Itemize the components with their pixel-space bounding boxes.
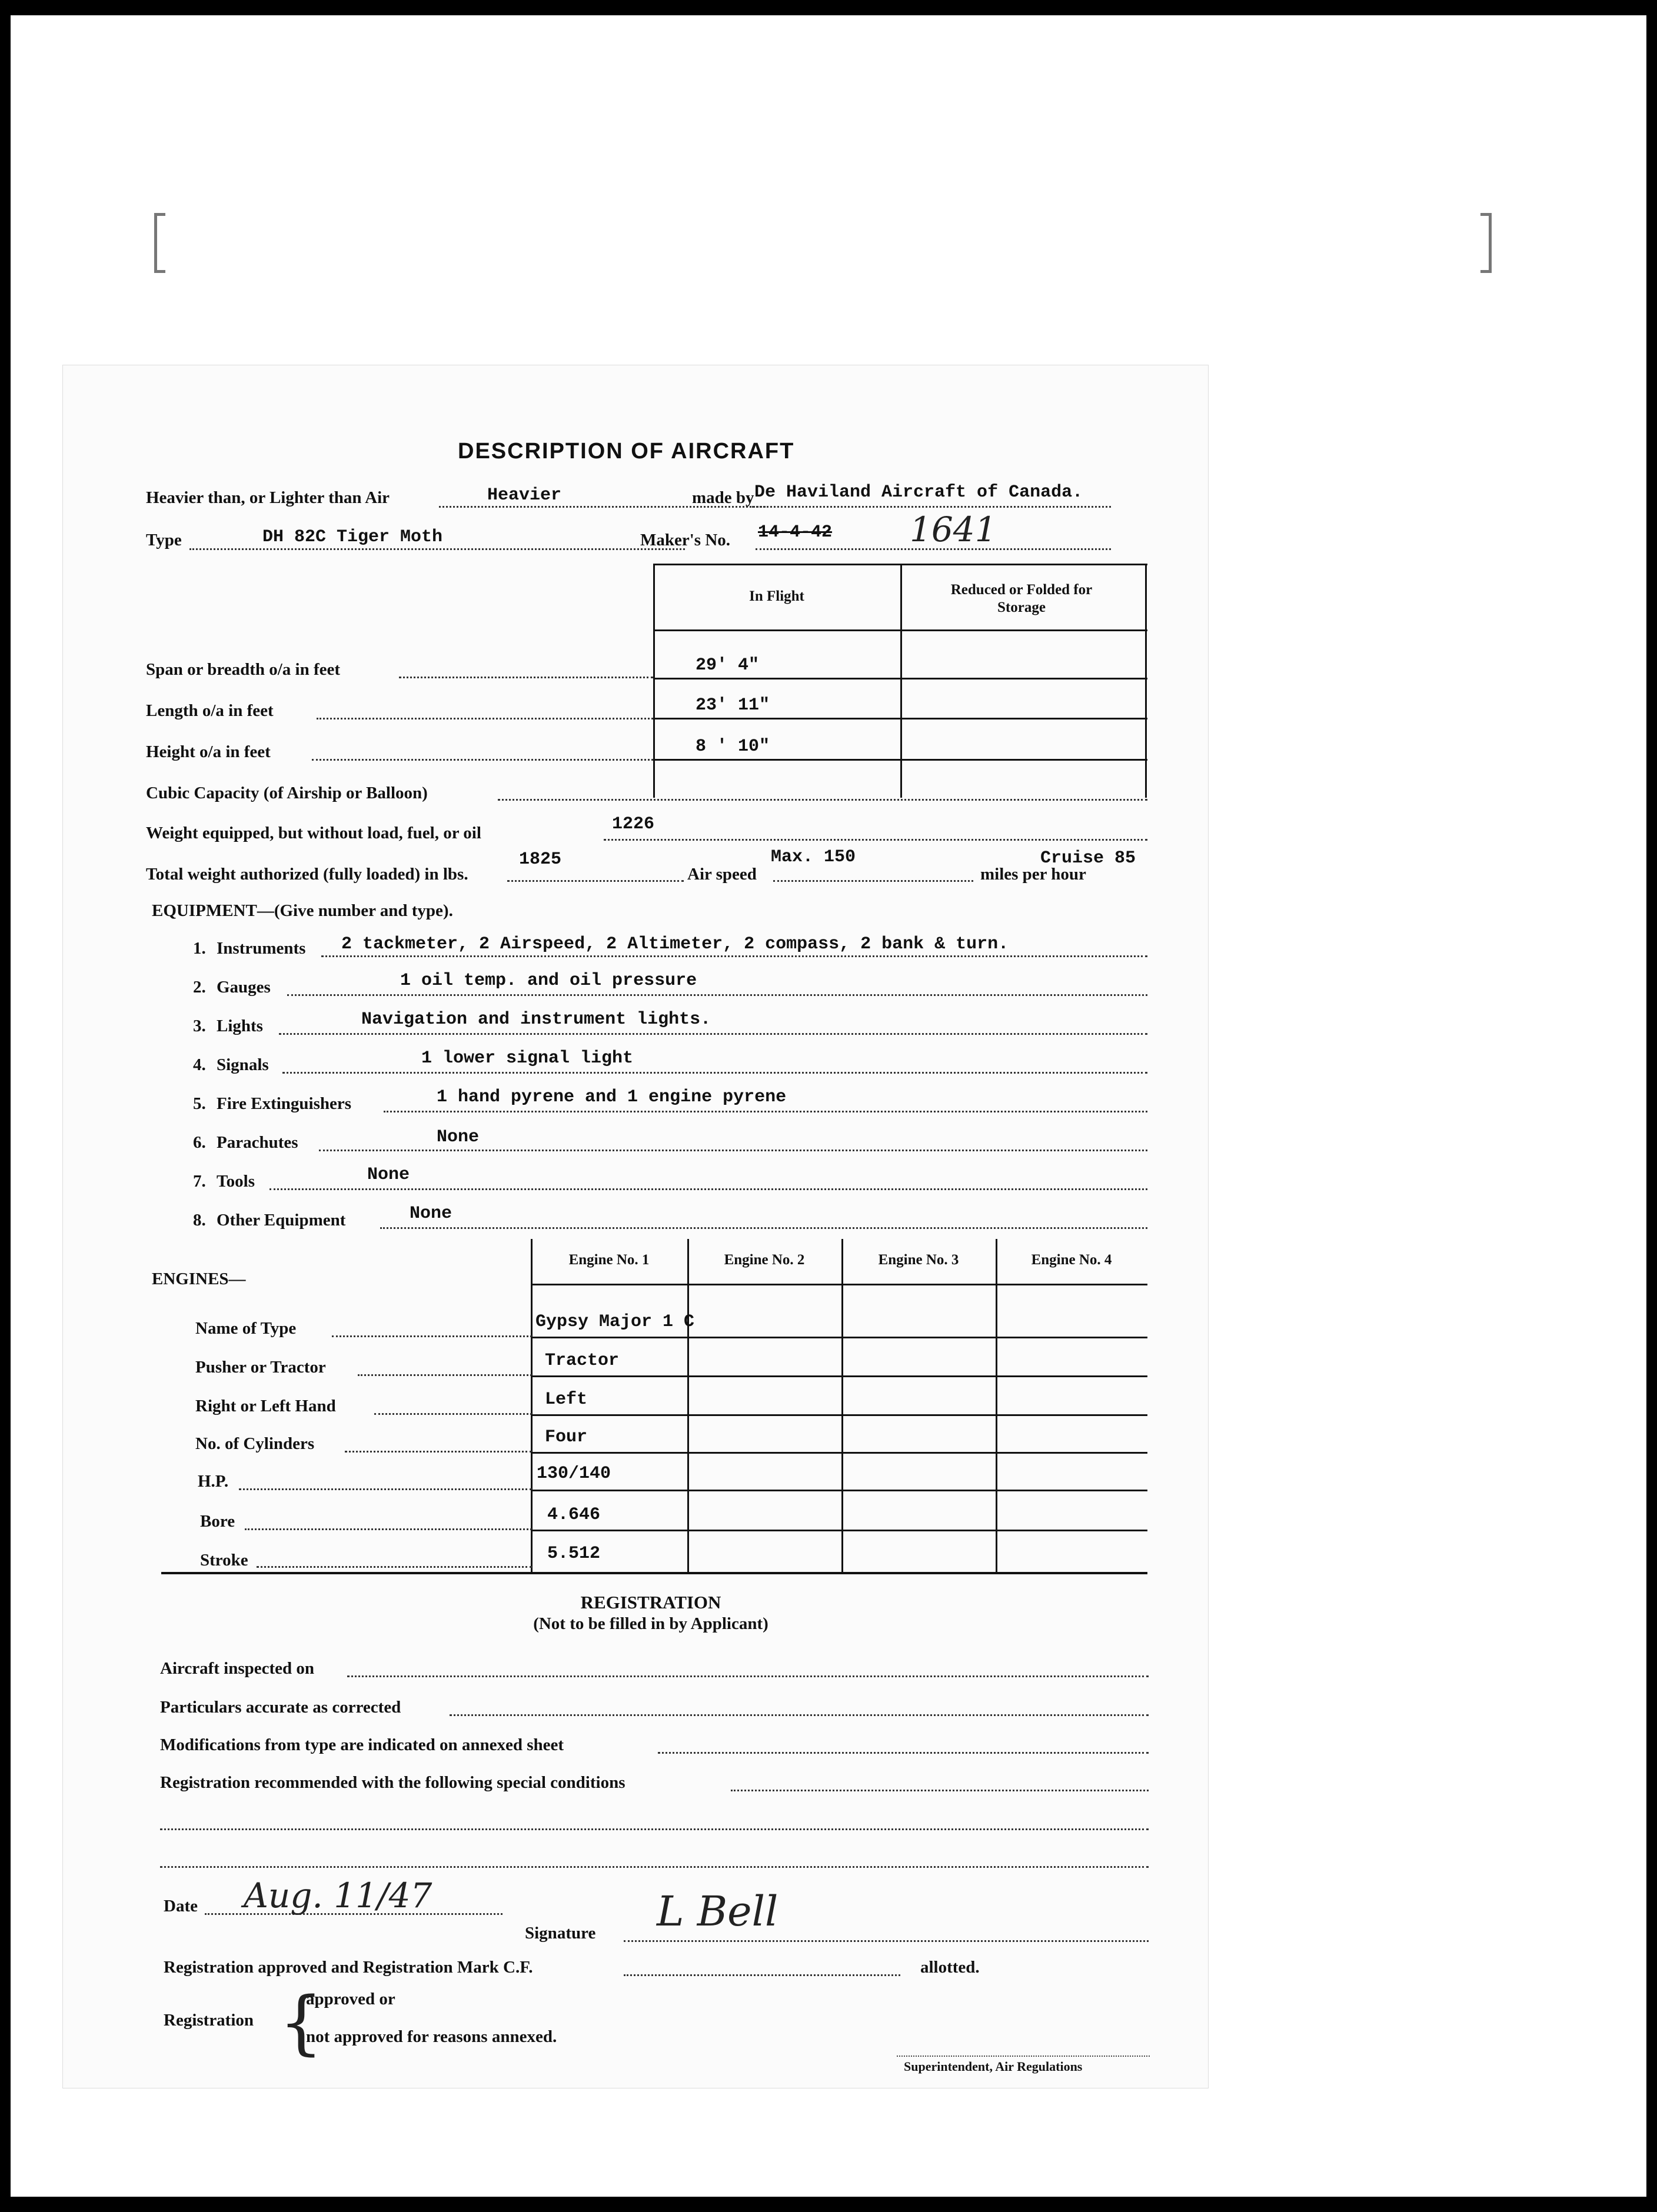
engines-heading: ENGINES— xyxy=(152,1270,246,1288)
eng-col-3 xyxy=(841,1239,843,1572)
registration-label: Registration xyxy=(164,2011,254,2030)
superintendent-rule xyxy=(897,2056,1150,2057)
equip-4-value: 1 lower signal light xyxy=(421,1048,634,1068)
made-by-dotline xyxy=(752,506,1111,508)
equip-8-num: 8. xyxy=(193,1211,206,1230)
equip-3-dotline xyxy=(279,1033,1147,1035)
cruise-value: Cruise 85 xyxy=(1040,848,1136,868)
weight-equipped-dotline xyxy=(604,839,1147,841)
allotted-label: allotted. xyxy=(920,1958,980,1977)
made-by-label: made by xyxy=(692,488,754,507)
height-rule xyxy=(653,759,1147,761)
engine-col-2: Engine No. 2 xyxy=(724,1252,805,1268)
engine-col-3: Engine No. 3 xyxy=(878,1252,959,1268)
height-dotline xyxy=(312,759,653,761)
eng-row-hp-label: H.P. xyxy=(198,1472,229,1491)
heavier-label: Heavier than, or Lighter than Air xyxy=(146,488,390,507)
span-rule xyxy=(653,678,1147,679)
span-dotline xyxy=(399,677,653,678)
engines-bottom-rule xyxy=(161,1572,1147,1574)
cubic-label: Cubic Capacity (of Airship or Balloon) xyxy=(146,784,428,802)
conditions-line-2 xyxy=(160,1866,1149,1868)
equip-7-value: None xyxy=(367,1165,410,1185)
type-value: DH 82C Tiger Moth xyxy=(262,527,443,547)
equip-4-dotline xyxy=(282,1072,1147,1074)
eng-row-cyl-rule xyxy=(531,1452,1147,1454)
eng-row-bore-rule xyxy=(531,1530,1147,1531)
brace: { xyxy=(279,1981,324,2063)
height-in-flight: 8 ' 10" xyxy=(696,737,770,757)
equip-8-value: None xyxy=(410,1204,452,1224)
signature-label: Signature xyxy=(525,1924,596,1943)
equip-8-label: Other Equipment xyxy=(217,1211,346,1230)
made-by-value: De Haviland Aircraft of Canada. xyxy=(754,482,1083,502)
eng-row-stroke-label: Stroke xyxy=(200,1551,248,1570)
equip-7-label: Tools xyxy=(217,1172,255,1191)
heavier-value: Heavier xyxy=(487,485,562,505)
makers-no-label: Maker's No. xyxy=(640,531,731,549)
eng-row-type-value: Gypsy Major 1 C xyxy=(535,1312,695,1332)
type-label: Type xyxy=(146,531,182,549)
eng-row-hp-dotline xyxy=(239,1488,532,1490)
height-label: Height o/a in feet xyxy=(146,742,271,761)
equip-5-num: 5. xyxy=(193,1094,206,1113)
recommended-label: Registration recommended with the following special conditions xyxy=(160,1773,625,1792)
eng-row-cyl-dotline xyxy=(345,1451,532,1453)
engine-col-1: Engine No. 1 xyxy=(568,1252,650,1268)
eng-row-type-rule xyxy=(531,1337,1147,1338)
accurate-label: Particulars accurate as corrected xyxy=(160,1698,401,1717)
registration-heading: REGISTRATION xyxy=(580,1592,721,1613)
eng-col-2 xyxy=(687,1239,689,1572)
equip-4-label: Signals xyxy=(217,1055,269,1074)
dims-col-2 xyxy=(900,564,902,798)
eng-row-pusher-dotline xyxy=(358,1374,532,1376)
equipment-heading: EQUIPMENT—(Give number and type). xyxy=(152,901,453,920)
eng-row-type-label: Name of Type xyxy=(195,1319,297,1338)
inspected-label: Aircraft inspected on xyxy=(160,1659,315,1678)
eng-head-rule xyxy=(531,1284,1147,1285)
eng-row-type-dotline xyxy=(332,1335,532,1337)
recommended-dotline xyxy=(731,1790,1149,1791)
eng-row-hand-label: Right or Left Hand xyxy=(195,1397,336,1415)
signature-handwritten: L Bell xyxy=(657,1887,778,1936)
mph-label: miles per hour xyxy=(980,865,1086,884)
dims-head-rule xyxy=(653,629,1147,631)
eng-row-cyl-value: Four xyxy=(545,1427,588,1447)
total-weight-label: Total weight authorized (fully loaded) in lbs. xyxy=(146,865,468,884)
accurate-dotline xyxy=(450,1714,1149,1716)
form-sheet xyxy=(62,365,1209,2088)
length-rule xyxy=(653,718,1147,719)
equip-3-label: Lights xyxy=(217,1017,263,1035)
equip-5-value: 1 hand pyrene and 1 engine pyrene xyxy=(437,1087,787,1107)
col-in-flight: In Flight xyxy=(749,588,804,604)
modifications-label: Modifications from type are indicated on annexed sheet xyxy=(160,1735,564,1754)
signature-dotline xyxy=(624,1940,1149,1942)
makers-no-handwritten: 1641 xyxy=(910,509,997,549)
equip-2-value: 1 oil temp. and oil pressure xyxy=(400,971,697,991)
modifications-dotline xyxy=(658,1752,1149,1754)
not-approved-label: not approved for reasons annexed. xyxy=(306,2027,557,2046)
equip-6-value: None xyxy=(437,1127,480,1147)
equip-1-num: 1. xyxy=(193,939,206,958)
eng-row-hand-rule xyxy=(531,1414,1147,1416)
equip-8-dotline xyxy=(380,1227,1147,1229)
eng-row-hand-dotline xyxy=(374,1413,532,1415)
corner-mark-left xyxy=(154,213,165,273)
equip-4-num: 4. xyxy=(193,1055,206,1074)
equip-7-dotline xyxy=(269,1188,1147,1190)
equip-5-label: Fire Extinguishers xyxy=(217,1094,352,1113)
form-title: DESCRIPTION OF AIRCRAFT xyxy=(458,439,795,464)
superintendent-label: Superintendent, Air Regulations xyxy=(904,2059,1083,2074)
total-weight-value: 1825 xyxy=(519,850,562,870)
length-in-flight: 23' 11" xyxy=(696,695,770,715)
eng-row-cyl-label: No. of Cylinders xyxy=(195,1434,315,1453)
weight-equipped-label: Weight equipped, but without load, fuel, or oil xyxy=(146,824,481,842)
equip-2-num: 2. xyxy=(193,978,206,997)
equip-5-dotline xyxy=(384,1111,1147,1112)
eng-row-hp-value: 130/140 xyxy=(537,1464,611,1484)
eng-row-bore-value: 4.646 xyxy=(547,1505,601,1525)
makers-no-struck: 14-4-42 xyxy=(758,522,833,542)
eng-row-pusher-label: Pusher or Tractor xyxy=(195,1358,326,1377)
equip-6-dotline xyxy=(319,1150,1147,1151)
engine-col-4: Engine No. 4 xyxy=(1031,1252,1112,1268)
airspeed-dotline xyxy=(773,880,973,882)
conditions-line-1 xyxy=(160,1828,1149,1830)
equip-3-num: 3. xyxy=(193,1017,206,1035)
eng-row-hp-rule xyxy=(531,1490,1147,1491)
eng-col-1 xyxy=(531,1239,533,1572)
eng-row-bore-label: Bore xyxy=(200,1512,235,1531)
registration-subheading: (Not to be filled in by Applicant) xyxy=(533,1614,768,1633)
length-dotline xyxy=(317,718,653,719)
col-reduced: Reduced or Folded for Storage xyxy=(950,582,1093,615)
span-label: Span or breadth o/a in feet xyxy=(146,660,341,679)
equip-1-label: Instruments xyxy=(217,939,306,958)
airspeed-value: Max. 150 xyxy=(771,847,856,867)
mark-dotline xyxy=(624,1974,900,1976)
date-label: Date xyxy=(164,1897,198,1915)
weight-equipped-value: 1226 xyxy=(612,814,655,834)
eng-row-pusher-rule xyxy=(531,1375,1147,1377)
eng-row-bore-dotline xyxy=(245,1528,532,1530)
eng-row-stroke-dotline xyxy=(257,1566,532,1568)
total-weight-dotline xyxy=(507,880,684,882)
equip-7-num: 7. xyxy=(193,1172,206,1191)
approved-or-label: approved or xyxy=(306,1990,395,2008)
equip-2-dotline xyxy=(287,994,1147,996)
equip-1-dotline xyxy=(321,955,1147,957)
eng-row-pusher-value: Tractor xyxy=(545,1351,620,1371)
equip-6-num: 6. xyxy=(193,1133,206,1152)
equip-1-value: 2 tackmeter, 2 Airspeed, 2 Altimeter, 2 compass, 2 bank & turn. xyxy=(341,934,1009,954)
corner-mark-right xyxy=(1480,213,1492,273)
date-handwritten: Aug. 11/47 xyxy=(244,1875,432,1915)
approved-mark-label: Registration approved and Registration Mark C.F. xyxy=(164,1958,533,1977)
dims-col-3 xyxy=(1145,564,1147,798)
cubic-dotline xyxy=(498,799,1147,801)
type-dotline xyxy=(189,548,685,550)
eng-row-hand-value: Left xyxy=(545,1390,588,1410)
equip-2-label: Gauges xyxy=(217,978,271,997)
equip-6-label: Parachutes xyxy=(217,1133,298,1152)
eng-col-4 xyxy=(996,1239,997,1572)
inspected-dotline xyxy=(347,1675,1149,1677)
eng-row-stroke-value: 5.512 xyxy=(547,1544,601,1564)
airspeed-label: Air speed xyxy=(687,865,757,884)
equip-3-value: Navigation and instrument lights. xyxy=(361,1010,711,1030)
length-label: Length o/a in feet xyxy=(146,701,274,720)
span-in-flight: 29' 4" xyxy=(696,655,760,675)
